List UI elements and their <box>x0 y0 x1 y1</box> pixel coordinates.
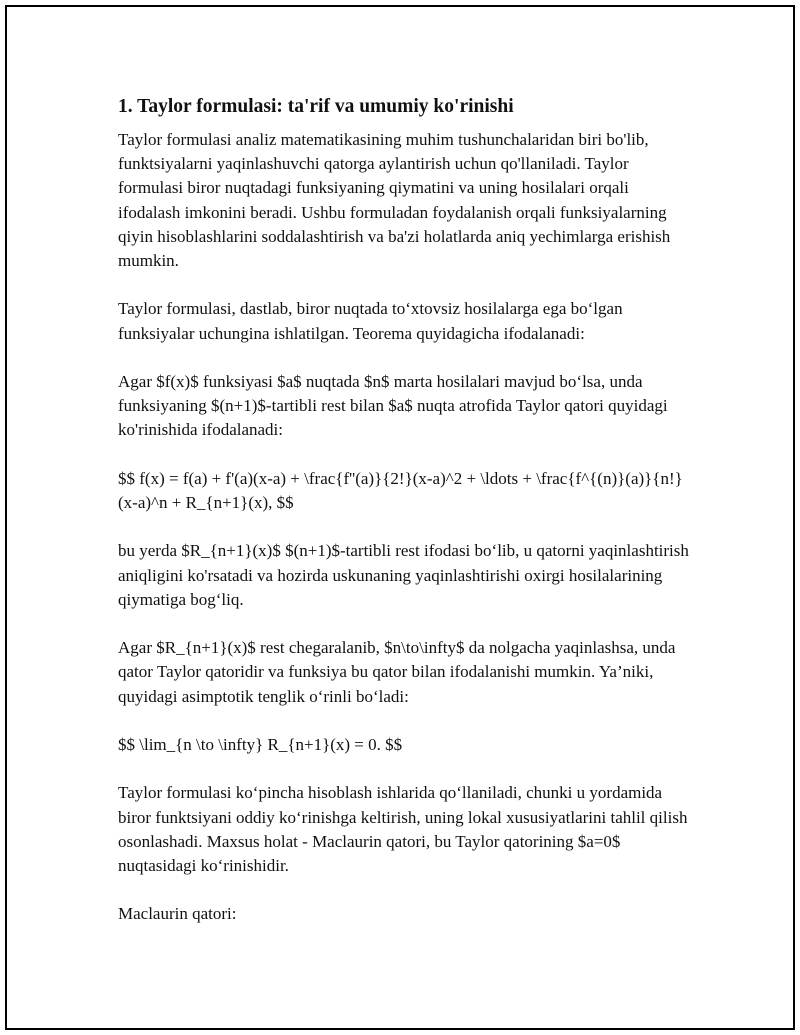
formula-limit: $$ \lim_{n \to \infty} R_{n+1}(x) = 0. $$ <box>118 734 403 754</box>
paragraph-maclaurin: Maclaurin qatori: <box>118 904 237 924</box>
formula-taylor: $$ f(x) = f(a) + f'(a)(x-a) + \frac{f''(a)}{2!}(x-a)^2 + \ldots + \frac{f^{(n)}(a)}{n!}(x-a)^n + R_{n+1}(x), $$ <box>118 468 683 512</box>
paragraph-intro: Taylor formulasi analiz matematikasining muhim tushunchalaridan biri bo'lib, funktsiyalarni yaqinlashuvchi qatorga aylantirish uchun qo'llaniladi. Taylor formulasi biror nuqtadagi funksiyaning qiymatini va uning hosilalari orqali ifodalash imkonini beradi. Ushbu formuladan foydalanish orqali funksiyalarning qiyin hisoblashlarini soddalashtirish va ba'zi holatlarda aniq yechimlarga erishish mumkin. <box>118 130 671 271</box>
paragraph-theorem: Agar $f(x)$ funksiyasi $a$ nuqtada $n$ marta hosilalari mavjud bo‘lsa, unda funksiyaning $(n+1)$-tartibli rest bilan $a$ nuqta atrofida Taylor qatori quyidagi ko'rinishida ifodalanadi: <box>118 372 668 440</box>
document-body <box>118 94 690 951</box>
section-heading: 1. Taylor formulasi: ta'rif va umumiy ko'rinishi <box>118 96 514 117</box>
paragraph-history: Taylor formulasi, dastlab, biror nuqtada to‘xtovsiz hosilalarga ega bo‘lgan funksiyalar uchungina ishlatilgan. Teorema quyidagicha ifodalanadi: <box>118 299 623 343</box>
paragraph-remainder: bu yerda $R_{n+1}(x)$ $(n+1)$-tartibli rest ifodasi bo‘lib, u qatorni yaqinlashtirish aniqligini ko'rsatadi va hozirda uskunaning yaqinlashtirishi oxirgi hosilalarining qiymatiga bog‘liq. <box>118 541 689 609</box>
paragraph-convergence: Agar $R_{n+1}(x)$ rest chegaralanib, $n\to\infty$ da nolgacha yaqinlashsa, unda qator Taylor qatoridir va funksiya bu qator bilan ifodalanishi mumkin. Ya’niki, quyidagi asimptotik tenglik o‘rinli bo‘ladi: <box>118 638 676 706</box>
paragraph-usage: Taylor formulasi ko‘pincha hisoblash ishlarida qo‘llaniladi, chunki u yordamida biror funktsiyani oddiy ko‘rinishga keltirish, uning lokal xususiyatlarini tahlil qilish osonlashadi. Maxsus holat - Maclaurin qatori, bu Taylor qatorining $a=0$ nuqtasidagi ko‘rinishidir. <box>118 783 688 875</box>
